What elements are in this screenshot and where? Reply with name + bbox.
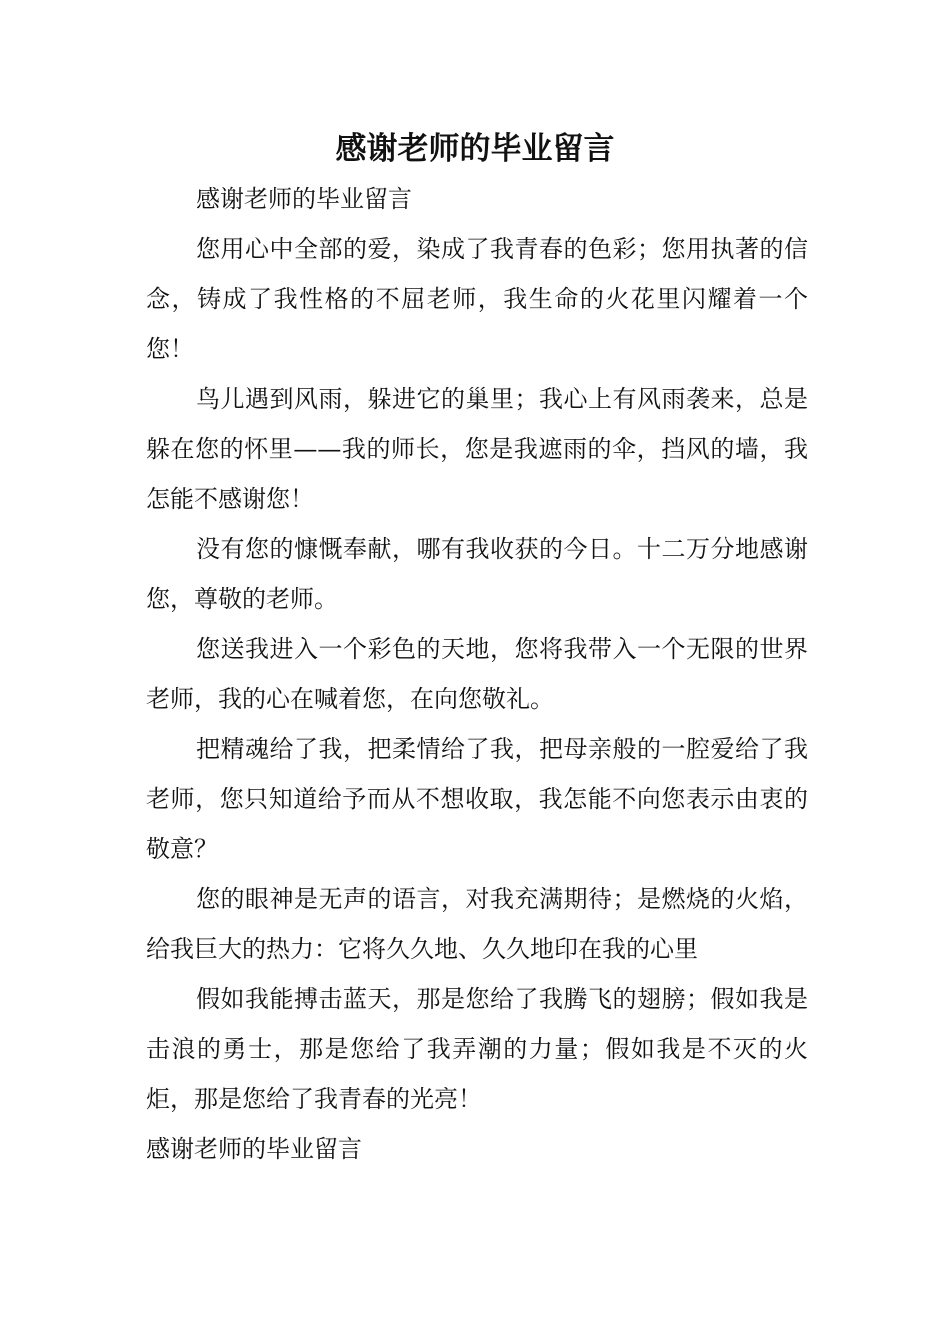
footer-line: 感谢老师的毕业留言 — [146, 1135, 362, 1163]
subtitle-paragraph: 感谢老师的毕业留言 — [196, 185, 412, 213]
paragraph-4: 您送我进入一个彩色的天地，您将我带入一个无限的世界老师，我的心在喊着您，在向您敬礼。 — [146, 635, 808, 713]
paragraph-6: 您的眼神是无声的语言，对我充满期待；是燃烧的火焰，给我巨大的热力：它将久久地、久久地印在我的心里 — [146, 885, 808, 963]
paragraph-3: 没有您的慷慨奉献，哪有我收获的今日。十二万分地感谢您，尊敬的老师。 — [146, 535, 808, 613]
paragraph-7: 假如我能搏击蓝天，那是您给了我腾飞的翅膀；假如我是击浪的勇士，那是您给了我弄潮的力量；假如我是不灭的火炬，那是您给了我青春的光亮！ — [146, 985, 808, 1113]
page-title: 感谢老师的毕业留言 — [335, 131, 615, 167]
document-body — [146, 174, 808, 1174]
paragraph-1: 您用心中全部的爱，染成了我青春的色彩；您用执著的信念，铸成了我性格的不屈老师，我生命的火花里闪耀着一个您！ — [146, 235, 808, 363]
paragraph-5: 把精魂给了我，把柔情给了我，把母亲般的一腔爱给了我老师，您只知道给予而从不想收取，我怎能不向您表示由衷的敬意？ — [146, 735, 808, 863]
paragraph-2: 鸟儿遇到风雨，躲进它的巢里；我心上有风雨袭来，总是躲在您的怀里——我的师长，您是我遮雨的伞，挡风的墙，我怎能不感谢您！ — [146, 385, 808, 513]
